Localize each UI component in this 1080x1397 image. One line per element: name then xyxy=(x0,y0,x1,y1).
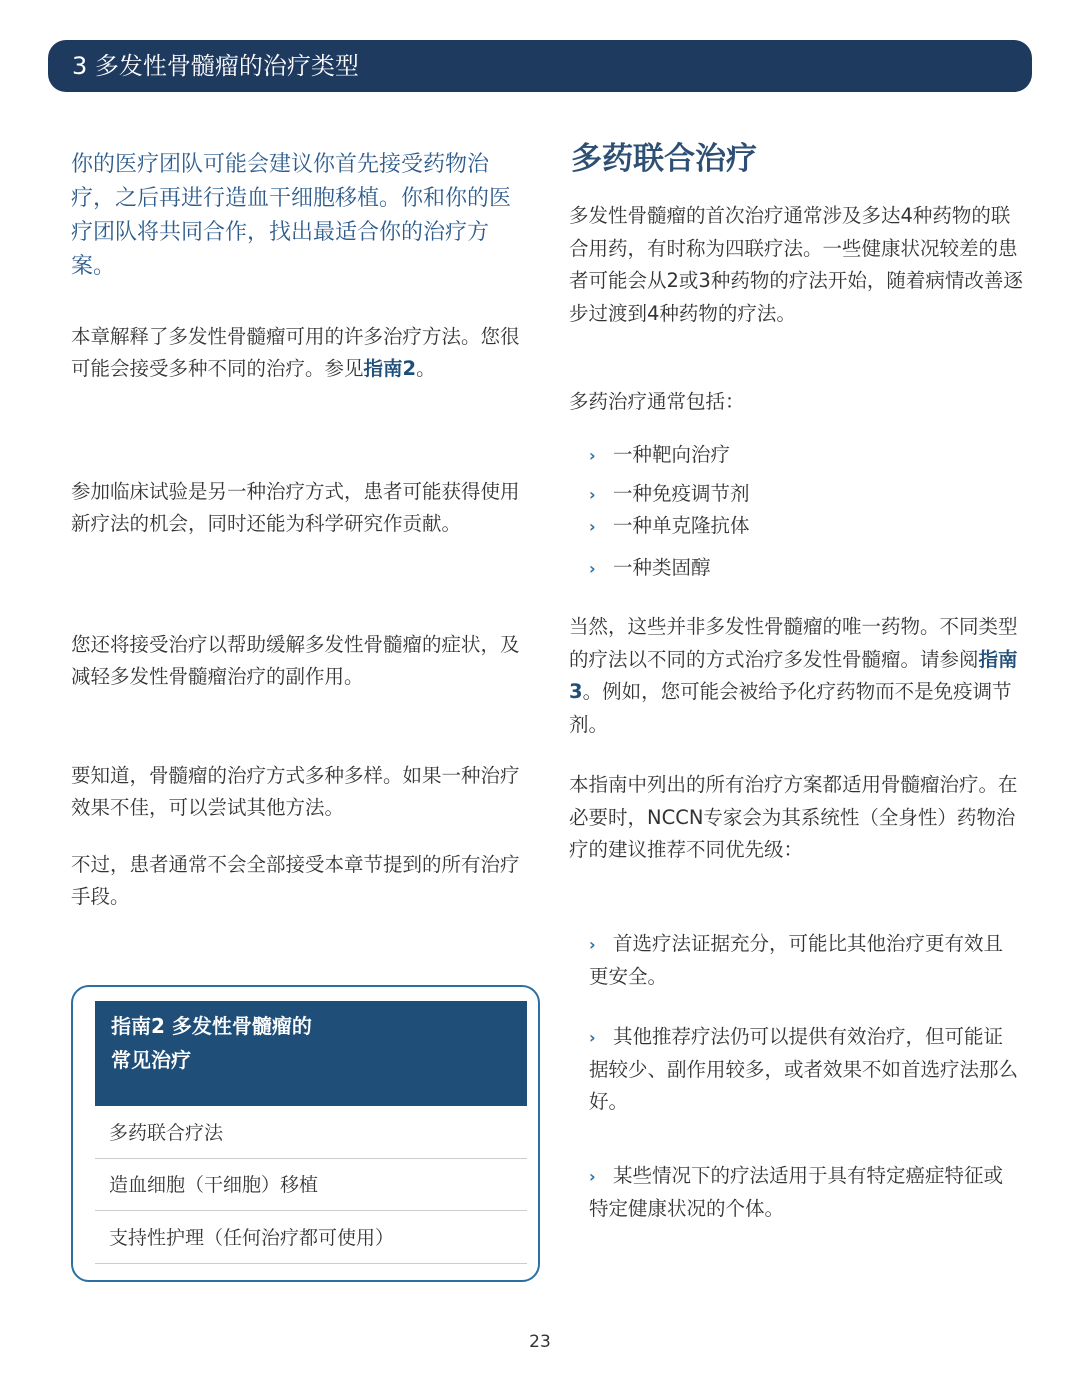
bullet-text: 一种靶向治疗 xyxy=(613,443,731,466)
guide3-link[interactable]: 指南3 xyxy=(569,647,1018,703)
priority-text: 首选疗法证据充分，可能比其他治疗更有效且更安全。 xyxy=(589,932,1004,988)
bullet-item xyxy=(589,478,750,511)
bullet-item xyxy=(589,439,730,472)
left-column xyxy=(71,148,531,908)
section-title: 3 多发性骨髓瘤的治疗类型 xyxy=(72,52,359,80)
guide-row: 支持性护理（任何治疗都可使用） xyxy=(95,1212,527,1264)
chevron-right-icon: › xyxy=(589,517,596,536)
priority-text: 其他推荐疗法仍可以提供有效治疗，但可能证据较少、副作用较多，或者效果不如首选疗法那么好。 xyxy=(589,1025,1019,1113)
guide-row: 造血细胞（干细胞）移植 xyxy=(95,1159,527,1211)
paragraph-end: 。 xyxy=(416,357,436,380)
paragraph-combination: 多发性骨髓瘤的首次治疗通常涉及多达4种药物的联合用药，有时称为四联疗法。一些健康状况较差的患者可能会从2或3种药物的疗法开始，随着病情改善逐步过渡到4种药物的疗法。 xyxy=(569,204,1023,325)
paragraph-many-options: 要知道，骨髓瘤的治疗方式多种多样。如果一种治疗效果不佳，可以尝试其他方法。 xyxy=(71,764,520,819)
bullet-text: 一种免疫调节剂 xyxy=(613,482,750,505)
guide-2-box xyxy=(71,985,540,1282)
chevron-right-icon: › xyxy=(589,485,596,504)
priority-item xyxy=(589,928,1019,993)
guide-2-title-line1: 指南2 多发性骨髓瘤的 xyxy=(111,1014,312,1038)
priority-text: 某些情况下的疗法适用于具有特定癌症特征或特定健康状况的个体。 xyxy=(589,1164,1004,1220)
right-title: 多药联合治疗 xyxy=(571,141,757,177)
paragraph-includes: 多药治疗通常包括： xyxy=(569,390,745,413)
chevron-right-icon: › xyxy=(589,1167,596,1186)
section-header xyxy=(48,40,1032,92)
chevron-right-icon: › xyxy=(589,446,596,465)
paragraph-clinical-trials: 参加临床试验是另一种治疗方式，患者可能获得使用新疗法的机会，同时还能为科学研究作贡献。 xyxy=(71,480,520,535)
priority-item xyxy=(589,1021,1019,1118)
paragraph-chapter-overview xyxy=(71,321,531,385)
paragraph-text: 当然，这些并非多发性骨髓瘤的唯一药物。不同类型的疗法以不同的方式治疗多发性骨髓瘤。请参阅 xyxy=(569,615,1018,671)
chevron-right-icon: › xyxy=(589,559,596,578)
bullet-text: 一种类固醇 xyxy=(613,556,711,579)
intro-paragraph: 你的医疗团队可能会建议你首先接受药物治疗，之后再进行造血干细胞移植。你和你的医疗团队将共同合作，找出最适合你的治疗方案。 xyxy=(71,152,512,279)
paragraph-text: 本章解释了多发性骨髓瘤可用的许多治疗方法。您很可能会接受多种不同的治疗。参见 xyxy=(71,325,520,380)
guide-row: 多药联合疗法 xyxy=(95,1107,527,1159)
paragraph-not-all: 不过，患者通常不会全部接受本章节提到的所有治疗手段。 xyxy=(71,853,520,908)
bullet-item xyxy=(589,510,750,543)
bullet-text: 一种单克隆抗体 xyxy=(613,514,750,537)
guide-2-header xyxy=(95,1001,527,1106)
priority-item xyxy=(589,1160,1019,1225)
paragraph-nccn: 本指南中列出的所有治疗方案都适用骨髓瘤治疗。在必要时，NCCN专家会为其系统性（全身性）药物治疗的建议推荐不同优先级： xyxy=(569,773,1018,861)
page-number: 23 xyxy=(529,1332,551,1352)
guide-2-title-line2: 常见治疗 xyxy=(111,1048,191,1072)
paragraph-other-drugs xyxy=(569,611,1029,741)
chevron-right-icon: › xyxy=(589,1028,596,1047)
bullet-item xyxy=(589,552,711,585)
paragraph-symptom-relief: 您还将接受治疗以帮助缓解多发性骨髓瘤的症状，及减轻多发性骨髓瘤治疗的副作用。 xyxy=(71,633,520,688)
chevron-right-icon: › xyxy=(589,935,596,954)
paragraph-end: 。例如，您可能会被给予化疗药物而不是免疫调节剂。 xyxy=(569,680,1012,736)
guide2-link[interactable]: 指南2 xyxy=(363,357,417,380)
